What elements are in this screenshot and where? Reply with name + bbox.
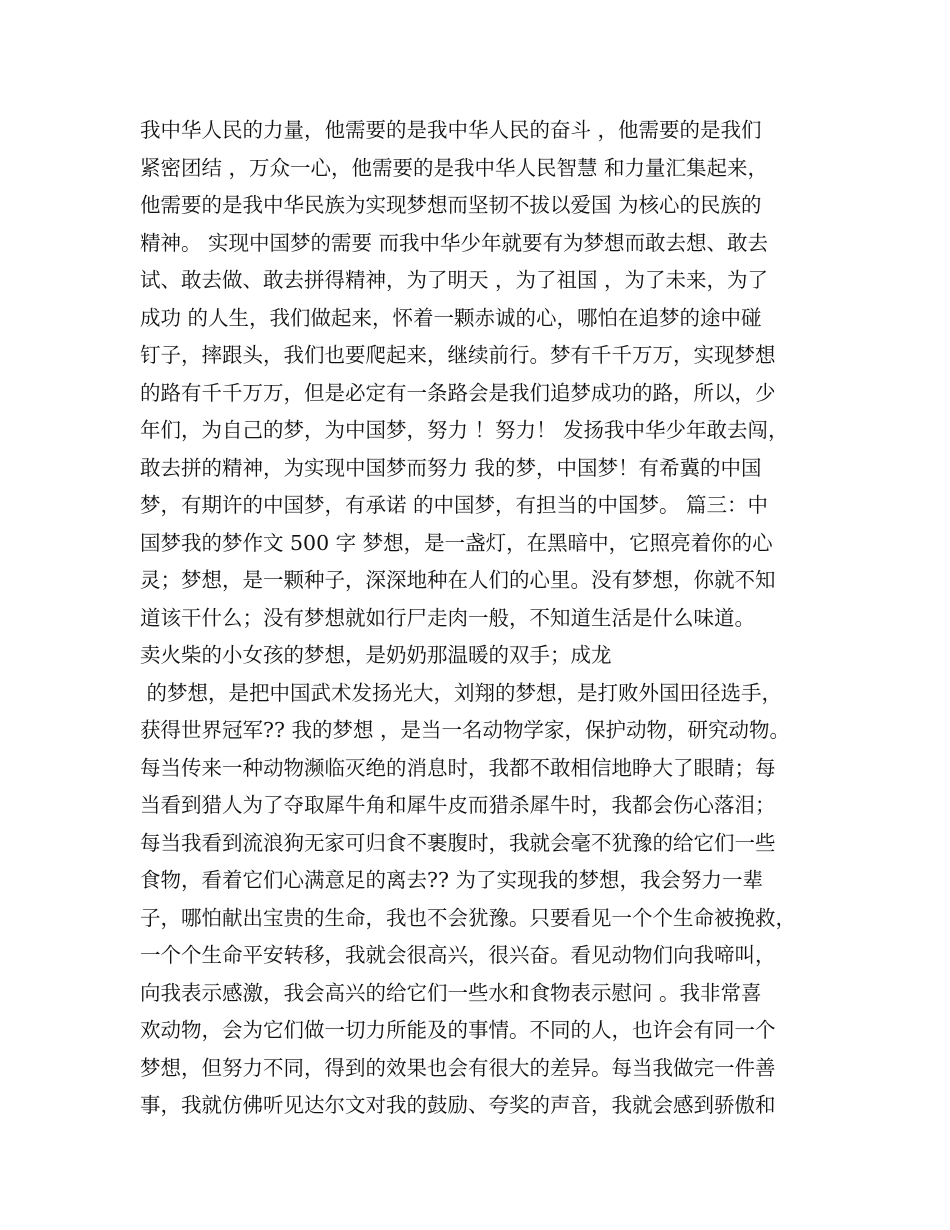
- text-line: 他需要的是我中华民族为实现梦想而坚韧不拔以爱国 为核心的民族的: [140, 193, 762, 217]
- text-line: 获得世界冠军?? 我的梦想 ，是当一名动物学家，保护动物，研究动物。: [140, 718, 791, 742]
- text-line: 向我表示感激，我会高兴的给它们一些水和食物表示慰问 。我非常喜: [140, 980, 762, 1005]
- text-line: 钉子，摔跟头，我们也要爬起来，继续前行。梦有千千万万，实现梦想: [140, 343, 776, 367]
- text-line: 试、敢去做、敢去拼得精神，为了明天 ，为了祖国 ，为了未来，为了: [140, 268, 769, 292]
- text-line: 梦想，但努力不同，得到的效果也会有很大的差异。每当我做完一件善: [140, 1055, 776, 1080]
- text-line: 紧密团结 ，万众一心，他需要的是我中华人民智慧 和力量汇集起来，: [140, 155, 769, 180]
- text-line: 当看到猎人为了夺取犀牛角和犀牛皮而猎杀犀牛时，我都会伤心落泪；: [140, 793, 776, 817]
- text-line: 我中华人民的力量，他需要的是我中华人民的奋斗 ，他需要的是我们: [140, 118, 762, 142]
- text-line: 精神。 实现中国梦的需要 而我中华少年就要有为梦想而敢去想、敢去: [140, 230, 769, 255]
- text-line: 一个个生命平安转移，我就会很高兴，很兴奋。看见动物们向我啼叫，: [140, 943, 776, 967]
- text-line: 梦，有期许的中国梦，有承诺 的中国梦，有担当的中国梦。 篇三：中: [140, 493, 769, 517]
- text-line: 灵；梦想，是一颗种子，深深地种在人们的心里。没有梦想，你就不知: [140, 568, 776, 592]
- text-line: 食物，看着它们心满意足的离去?? 为了实现我的梦想，我会努力一辈: [140, 868, 763, 892]
- text-line: 子，哪怕献出宝贵的生命，我也不会犹豫。只要看见一个个生命被挽救，: [140, 905, 796, 930]
- text-line: 敢去拼的精神，为实现中国梦而努力 我的梦，中国梦！有希冀的中国: [140, 455, 762, 480]
- text-line: 道该干什么；没有梦想就如行尸走肉一般，不知道生活是什么味道。: [140, 605, 755, 630]
- body-text: [140, 112, 830, 1125]
- text-line: 的梦想，是把中国武术发扬光大，刘翔的梦想，是打败外国田径选手，: [140, 680, 783, 705]
- text-line: 每当传来一种动物濒临灭绝的消息时，我都不敢相信地睁大了眼睛；每: [140, 755, 776, 780]
- text-line: 每当我看到流浪狗无家可归食不裹腹时，我就会毫不犹豫的给它们一些: [140, 830, 776, 855]
- text-line: 成功 的人生，我们做起来，怀着一颗赤诚的心，哪怕在追梦的途中碰: [140, 305, 762, 330]
- text-line: 欢动物，会为它们做一切力所能及的事情。不同的人，也许会有同一个: [140, 1018, 776, 1042]
- text-line: 国梦我的梦作文 500 字 梦想，是一盏灯，在黑暗中，它照亮着你的心: [140, 530, 773, 555]
- text-line: 年们，为自己的梦，为中国梦，努力 ！努力！ 发扬我中华少年敢去闯，: [140, 418, 789, 442]
- text-line: 事，我就仿佛听见达尔文对我的鼓励、夸奖的声音，我就会感到骄傲和: [140, 1093, 776, 1117]
- text-line: 的路有千千万万，但是必定有一条路会是我们追梦成功的路，所以，少: [140, 380, 776, 405]
- text-line: 卖火柴的小女孩的梦想，是奶奶那温暖的双手；成龙: [140, 643, 612, 667]
